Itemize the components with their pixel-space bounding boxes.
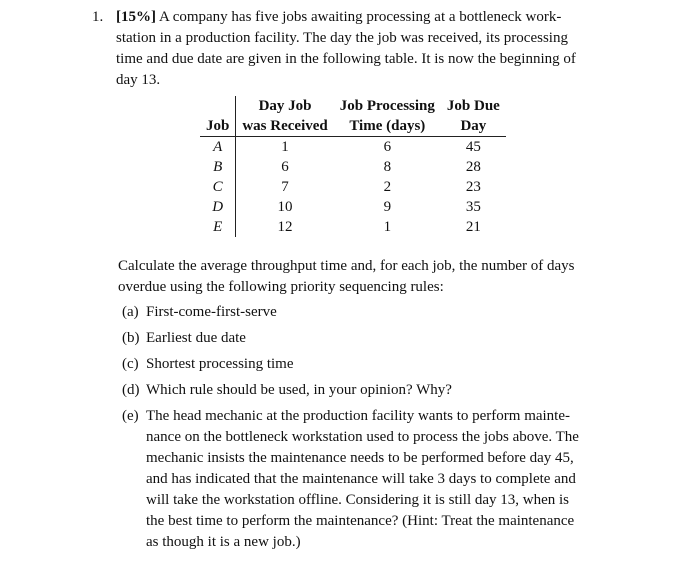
cell-job: A: [200, 137, 236, 158]
part-text: and has indicated that the maintenance will take 3 days to complete and: [146, 471, 576, 487]
cell-received: 10: [277, 199, 293, 215]
part-text: First-come-first-serve: [146, 304, 277, 320]
cell-due: 23: [465, 179, 481, 195]
part-text: as though it is a new job.): [146, 534, 301, 550]
cell-received: 1: [281, 139, 289, 155]
cell-job: D: [200, 197, 236, 217]
cell-job: E: [200, 217, 236, 237]
intro-line: day 13.: [116, 72, 161, 88]
part-label: (e): [122, 408, 139, 424]
problem-intro-text: [92, 7, 632, 91]
table-header-row-bottom: [200, 116, 506, 137]
cell-received: 12: [277, 219, 293, 235]
intro-line: time and due date are given in the following table. It is now the beginning of: [116, 51, 576, 67]
header-processing-top: Job Processing: [339, 98, 435, 114]
header-processing-bottom: Time (days): [334, 116, 441, 137]
cell-received: 7: [281, 179, 289, 195]
header-received-bottom: was Received: [236, 116, 334, 137]
calculate-instructions: [118, 256, 638, 298]
part-text: mechanic insists the maintenance needs to be performed before day 45,: [146, 450, 574, 466]
part-text: The head mechanic at the production facility wants to perform mainte-: [146, 408, 571, 424]
cell-processing: 6: [383, 139, 392, 155]
part-text: nance on the bottleneck workstation used to process the jobs above. The: [146, 429, 579, 445]
table-row: [200, 177, 506, 197]
part-d: [122, 380, 632, 401]
part-label: (c): [122, 356, 139, 372]
cell-processing: 1: [383, 219, 392, 235]
part-b: [122, 328, 632, 349]
jobs-table: [200, 96, 506, 237]
part-label: (a): [122, 304, 139, 320]
header-due-top: Job Due: [446, 98, 500, 114]
cell-due: 28: [465, 159, 481, 175]
intro-line: station in a production facility. The day the job was received, its processing: [116, 30, 568, 46]
table-row: [200, 137, 506, 158]
cell-due: 21: [465, 219, 481, 235]
part-a: [122, 302, 632, 323]
table-header-row-top: [200, 96, 506, 116]
cell-due: 45: [465, 139, 481, 155]
part-text: Which rule should be used, in your opinion? Why?: [146, 382, 452, 398]
cell-job: C: [200, 177, 236, 197]
cell-processing: 2: [383, 179, 392, 195]
problem-weight: [15%]: [116, 9, 156, 25]
calculate-line: overdue using the following priority sequencing rules:: [118, 279, 444, 295]
problem-number: 1.: [92, 9, 104, 25]
problem-intro: [92, 7, 632, 91]
intro-line: [15%] A company has five jobs awaiting processing at a bottleneck work-: [116, 9, 562, 25]
cell-received: 6: [281, 159, 289, 175]
part-e: [122, 406, 632, 553]
header-due-bottom: Day: [441, 116, 506, 137]
table-row: [200, 217, 506, 237]
part-c: [122, 354, 632, 375]
part-label: (b): [122, 330, 140, 346]
part-text: the best time to perform the maintenance? (Hint: Treat the maintenance: [146, 513, 575, 529]
question-parts: [122, 302, 632, 558]
header-job: Job: [200, 116, 236, 137]
cell-job: B: [200, 157, 236, 177]
part-text: will take the workstation offline. Considering it is still day 13, when is: [146, 492, 570, 508]
table-row: [200, 157, 506, 177]
part-text: Shortest processing time: [146, 356, 294, 372]
table-row: [200, 197, 506, 217]
part-label: (d): [122, 382, 140, 398]
cell-processing: 8: [383, 159, 392, 175]
cell-processing: 9: [383, 199, 392, 215]
calculate-line: Calculate the average throughput time and, for each job, the number of days: [118, 258, 575, 274]
header-received-top: Day Job: [258, 98, 312, 114]
cell-due: 35: [465, 199, 481, 215]
part-text: Earliest due date: [146, 330, 246, 346]
